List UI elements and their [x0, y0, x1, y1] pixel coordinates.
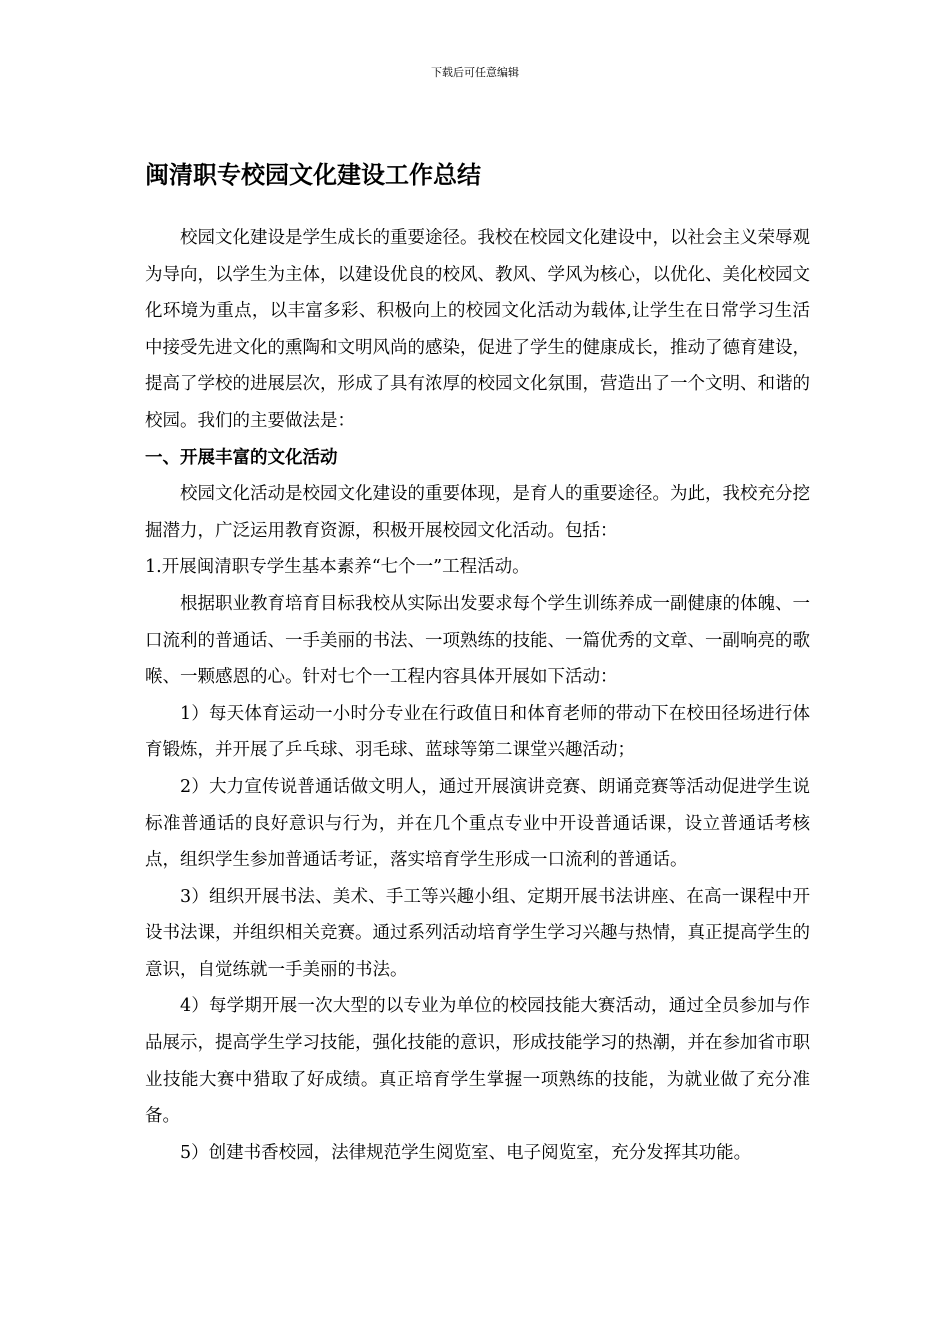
activity-item-5: 5）创建书香校园，法律规范学生阅览室、电子阅览室，充分发挥其功能。 — [180, 1142, 752, 1163]
intro-paragraph: 校园文化建设是学生成长的重要途径。我校在校园文化建设中，以社会主义荣辱观为导向，以学生为主体，以建设优良的校风、教风、学风为核心，以优化、美化校园文化环境为重点，以丰富多彩、积极向上的校园文化活动为载体,让学生在日常学习生活中接受先进文化的熏陶和文明风尚的感染，促进了学生的健康成长，推动了德育建设，提高了学校的进展层次，形成了具有浓厚的校园文化氛围，营造出了一个文明、和谐的校园。我们的主要做法是： — [145, 228, 810, 431]
document-body — [145, 220, 810, 1171]
section-intro-paragraph: 校园文化活动是校园文化建设的重要体现，是育人的重要途径。为此，我校充分挖掘潜力，广泛运用教育资源，积极开展校园文化活动。包括： — [145, 484, 810, 541]
subsection-heading: 1.开展闽清职专学生基本素养“七个一”工程活动。 — [145, 557, 530, 578]
header-note: 下载后可任意编辑 — [431, 66, 519, 79]
section-heading: 一、开展丰富的文化活动 — [145, 447, 338, 468]
activity-item-4: 4）每学期开展一次大型的以专业为单位的校园技能大赛活动，通过全员参加与作品展示，提高学生学习技能，强化技能的意识，形成技能学习的热潮，并在参加省市职业技能大赛中猎取了好成绩。真正培育学生掌握一项熟练的技能，为就业做了充分准备。 — [145, 996, 810, 1127]
activity-item-2: 2）大力宣传说普通话做文明人，通过开展演讲竞赛、朗诵竞赛等活动促进学生说标准普通话的良好意识与行为，并在几个重点专业中开设普通话课，设立普通话考核点，组织学生参加普通话考证，落实培育学生形成一口流利的普通话。 — [145, 776, 810, 871]
activity-item-3: 3）组织开展书法、美术、手工等兴趣小组、定期开展书法讲座、在高一课程中开设书法课，并组织相关竞赛。通过系列活动培育学生学习兴趣与热情，真正提高学生的意识，自觉练就一手美丽的书法。 — [145, 886, 810, 980]
requirements-paragraph: 根据职业教育培育目标我校从实际出发要求每个学生训练养成一副健康的体魄、一口流利的普通话、一手美丽的书法、一项熟练的技能、一篇优秀的文章、一副响亮的歌喉、一颗感恩的心。针对七个一工程内容具体开展如下活动： — [145, 593, 810, 688]
activity-item-1: 1）每天体育运动一小时分专业在行政值日和体育老师的带动下在校田径场进行体育锻炼，并开展了乒乓球、羽毛球、蓝球等第二课堂兴趣活动； — [145, 703, 810, 761]
document-title: 闽清职专校园文化建设工作总结 — [145, 160, 481, 189]
